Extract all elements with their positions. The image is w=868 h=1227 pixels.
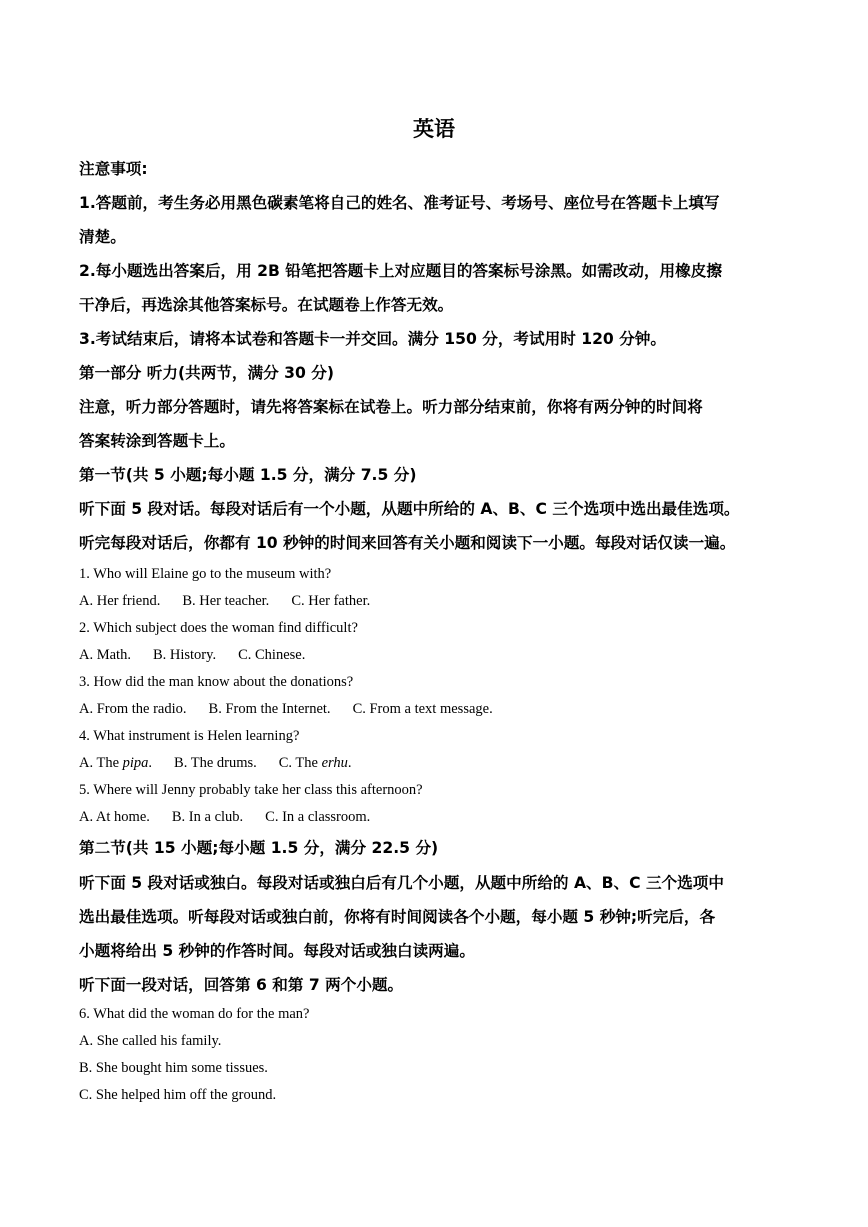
dialogue-intro: 听下面一段对话，回答第 6 和第 7 两个小题。 xyxy=(79,976,404,994)
question-5-options xyxy=(79,807,370,827)
question-3-option-b[interactable]: B. From the Internet. xyxy=(208,701,331,717)
question-3-option-c[interactable]: C. From a text message. xyxy=(352,701,493,717)
section-2-heading: 第二节(共 15 小题;每小题 1.5 分，满分 22.5 分) xyxy=(79,839,439,857)
section-1-instruction-line-2: 听完每段对话后，你都有 10 秒钟的时间来回答有关小题和阅读下一小题。每段对话仅读一遍。 xyxy=(79,534,736,552)
question-4-option-a-prefix: A. The xyxy=(79,755,123,771)
exam-title: 英语 xyxy=(413,116,455,141)
question-1-option-c[interactable]: C. Her father. xyxy=(291,593,371,609)
notice-heading: 注意事项: xyxy=(79,160,148,178)
notice-item-3: 3.考试结束后，请将本试卷和答题卡一并交回。满分 150 分，考试用时 120 分钟。 xyxy=(79,330,666,348)
section-2-instruction-line-3: 小题将给出 5 秒钟的作答时间。每段对话或独白读两遍。 xyxy=(79,942,475,960)
notice-item-1-line-2: 清楚。 xyxy=(79,228,126,246)
question-6-option-b[interactable]: B. She bought him some tissues. xyxy=(79,1060,268,1076)
section-2-instruction-line-2: 选出最佳选项。听每段对话或独白前，你将有时间阅读各个小题，每小题 5 秒钟;听完后，各 xyxy=(79,908,716,926)
notice-item-2-line-1: 2.每小题选出答案后，用 2B 铅笔把答题卡上对应题目的答案标号涂黑。如需改动，用橡皮擦 xyxy=(79,262,722,280)
question-4-option-a-instrument: pipa xyxy=(122,755,149,771)
question-2-options xyxy=(79,645,305,665)
question-1-options xyxy=(79,591,370,611)
question-4-option-a[interactable] xyxy=(79,753,152,773)
question-3-option-a[interactable]: A. From the radio. xyxy=(79,701,187,717)
question-5-option-a[interactable]: A. At home. xyxy=(79,809,150,825)
question-1-option-b[interactable]: B. Her teacher. xyxy=(182,593,270,609)
part-1-note-line-2: 答案转涂到答题卡上。 xyxy=(79,432,235,450)
section-1-instruction-line-1: 听下面 5 段对话。每段对话后有一个小题，从题中所给的 A、B、C 三个选项中选出最佳选项。 xyxy=(79,500,740,518)
question-1-stem: 1. Who will Elaine go to the museum with? xyxy=(79,566,332,582)
question-2-option-a[interactable]: A. Math. xyxy=(79,647,131,663)
question-5-option-b[interactable]: B. In a club. xyxy=(171,809,244,825)
question-6-option-c[interactable]: C. She helped him off the ground. xyxy=(79,1087,277,1103)
question-5-option-c[interactable]: C. In a classroom. xyxy=(265,809,371,825)
part-1-note-line-1: 注意，听力部分答题时，请先将答案标在试卷上。听力部分结束前，你将有两分钟的时间将 xyxy=(79,398,703,416)
section-1-heading: 第一节(共 5 小题;每小题 1.5 分，满分 7.5 分) xyxy=(79,466,417,484)
question-4-option-c[interactable] xyxy=(279,753,352,773)
part-1-heading: 第一部分 听力(共两节，满分 30 分) xyxy=(79,364,334,382)
question-5-stem: 5. Where will Jenny probably take her class this afternoon? xyxy=(79,782,423,798)
question-4-option-c-instrument: erhu xyxy=(321,755,348,771)
question-2-option-c[interactable]: C. Chinese. xyxy=(238,647,306,663)
question-6-option-a[interactable]: A. She called his family. xyxy=(79,1033,222,1049)
notice-item-1-line-1: 1.答题前，考生务必用黑色碳素笔将自己的姓名、准考证号、考场号、座位号在答题卡上填写 xyxy=(79,194,720,212)
question-1-option-a[interactable]: A. Her friend. xyxy=(79,593,161,609)
notice-item-2-line-2: 干净后，再选涂其他答案标号。在试题卷上作答无效。 xyxy=(79,296,454,314)
question-4-stem: 4. What instrument is Helen learning? xyxy=(79,728,300,744)
question-4-option-c-suffix: . xyxy=(347,755,352,771)
question-4-option-c-prefix: C. The xyxy=(278,755,322,771)
question-2-stem: 2. Which subject does the woman find difficult? xyxy=(79,620,358,636)
question-4-options xyxy=(79,753,352,773)
question-3-options xyxy=(79,699,493,719)
question-4-option-a-suffix: . xyxy=(148,755,153,771)
question-2-option-b[interactable]: B. History. xyxy=(152,647,217,663)
section-2-instruction-line-1: 听下面 5 段对话或独白。每段对话或独白后有几个小题，从题中所给的 A、B、C 三个选项中 xyxy=(79,874,724,892)
question-3-stem: 3. How did the man know about the donations? xyxy=(79,674,354,690)
question-4-option-b[interactable]: B. The drums. xyxy=(174,755,257,771)
question-6-stem: 6. What did the woman do for the man? xyxy=(79,1006,310,1022)
